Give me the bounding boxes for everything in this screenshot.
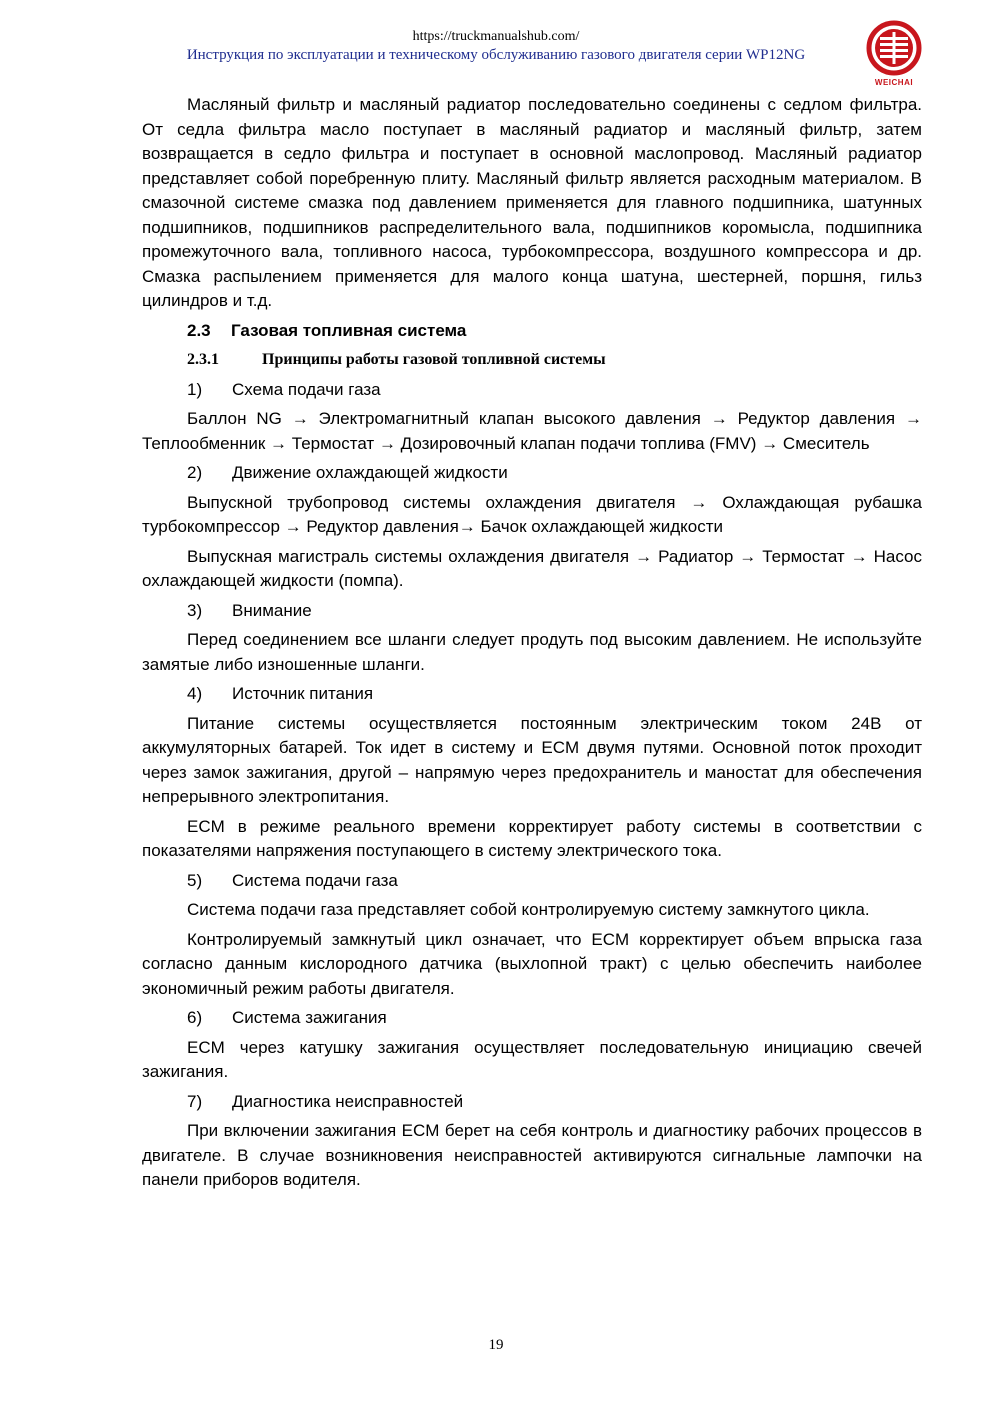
section-heading [187,319,922,344]
logo-text: WEICHAI [874,78,914,87]
item-heading [187,599,922,624]
page-content [142,93,922,1193]
weichai-logo-icon [866,20,922,78]
item-number: 1) [187,379,203,399]
section-title: Газовая топливная система [231,320,467,340]
item-paragraph: ECM в режиме реального времени корректирует работу системы в соответствии с показателями напряжения поступающего в систему электрического тока. [142,816,922,860]
subsection-title: Принципы работы газовой топливной системы [262,351,606,368]
numbered-items [142,378,922,1193]
item-number: 2) [187,463,203,482]
item-number: 4) [187,684,203,703]
item-title: Система подачи газа [232,870,398,890]
item-title: Внимание [232,600,312,620]
item-heading [187,682,922,707]
item-title: Движение охлаждающей жидкости [232,463,508,482]
item-title: Система зажигания [232,1008,387,1027]
subsection-heading [187,348,922,373]
item-paragraph: Перед соединением все шланги следует продуть под высоким давлением. Не используйте замятые либо изношенные шланги. [142,630,922,674]
item-paragraph: Контролируемый замкнутый цикл означает, что ECM корректирует объем впрыска газа согласно данным кислородного датчика (выхлопной тракт) с целью обеспечить наиболее экономичный режим работы двигателя. [142,929,922,998]
item-heading [187,1006,922,1031]
subsection-number: 2.3.1 [187,351,219,368]
section-number: 2.3 [187,320,211,340]
item-heading [187,378,922,403]
item-title: Источник питания [232,684,374,703]
item-heading [187,461,922,486]
item-number: 5) [187,870,203,890]
item-number: 3) [187,600,203,620]
item-paragraph: ECM через катушку зажигания осуществляет последовательную инициацию свечей зажигания. [142,1037,922,1081]
intro-paragraph: Масляный фильтр и масляный радиатор последовательно соединены с седлом фильтра. От седла фильтра масло поступает в масляный радиатор и масляный фильтр, затем возвращается в седло фильтра и поступает в основной маслопровод. Масляный радиатор представляет собой поребренную плиту. Масляный фильтр является расходным материалом. В смазочной системе смазка под давлением применяется для главного подшипника, шатунных подшипников, подшипников распределительного вала, подшипников коромысла, подшипника промежуточного вала, топливного насоса, турбокомпрессора, воздушного компрессора и др. Смазка распылением применяется для малого конца шатуна, шестерней, поршня, гильз цилиндров и т.д. [142,95,922,310]
item-number: 7) [187,1091,203,1111]
header-url[interactable]: https://truckmanualshub.com/ [412,29,580,44]
item-paragraph: Система подачи газа представляет собой контролируемую систему замкнутого цикла. [187,900,870,919]
item-paragraph: Выпускная магистраль системы охлаждения двигателя → Радиатор → Термостат → Насос охлаждающей жидкости (помпа). [142,546,922,590]
item-paragraph: Выпускной трубопровод системы охлаждения двигателя → Охлаждающая рубашка турбокомпрессор → Редуктор давления→ Бачок охлаждающей жидкости [142,492,922,536]
item-heading [187,869,922,894]
item-paragraph: Питание системы осуществляется постоянным электрическим током 24В от аккумуляторных батарей. Ток идет в систему и ECM двумя путями. Основной поток проходит через замок зажигания, другой – напрямую через предохранитель и маностат для обеспечения непрерывного электропитания. [142,713,922,806]
header-title: Инструкция по эксплуатации и техническому обслуживанию газового двигателя серии WP12NG [186,47,806,63]
item-title: Схема подачи газа [232,379,381,399]
item-title: Диагностика неисправностей [232,1091,464,1111]
item-paragraph: При включении зажигания ECM берет на себя контроль и диагностику рабочих процессов в двигателе. В случае возникновения неисправностей активируются сигнальные лампочки на панели приборов водителя. [142,1121,922,1189]
page-number: 19 [488,1337,504,1353]
weichai-logo [866,20,922,90]
page-header [0,28,992,65]
item-paragraph: Баллон NG → Электромагнитный клапан высокого давления → Редуктор давления → Теплообменник → Термостат → Дозировочный клапан подачи топлива (FMV) → Смеситель [142,409,922,453]
item-heading [187,1090,922,1115]
item-number: 6) [187,1008,203,1027]
